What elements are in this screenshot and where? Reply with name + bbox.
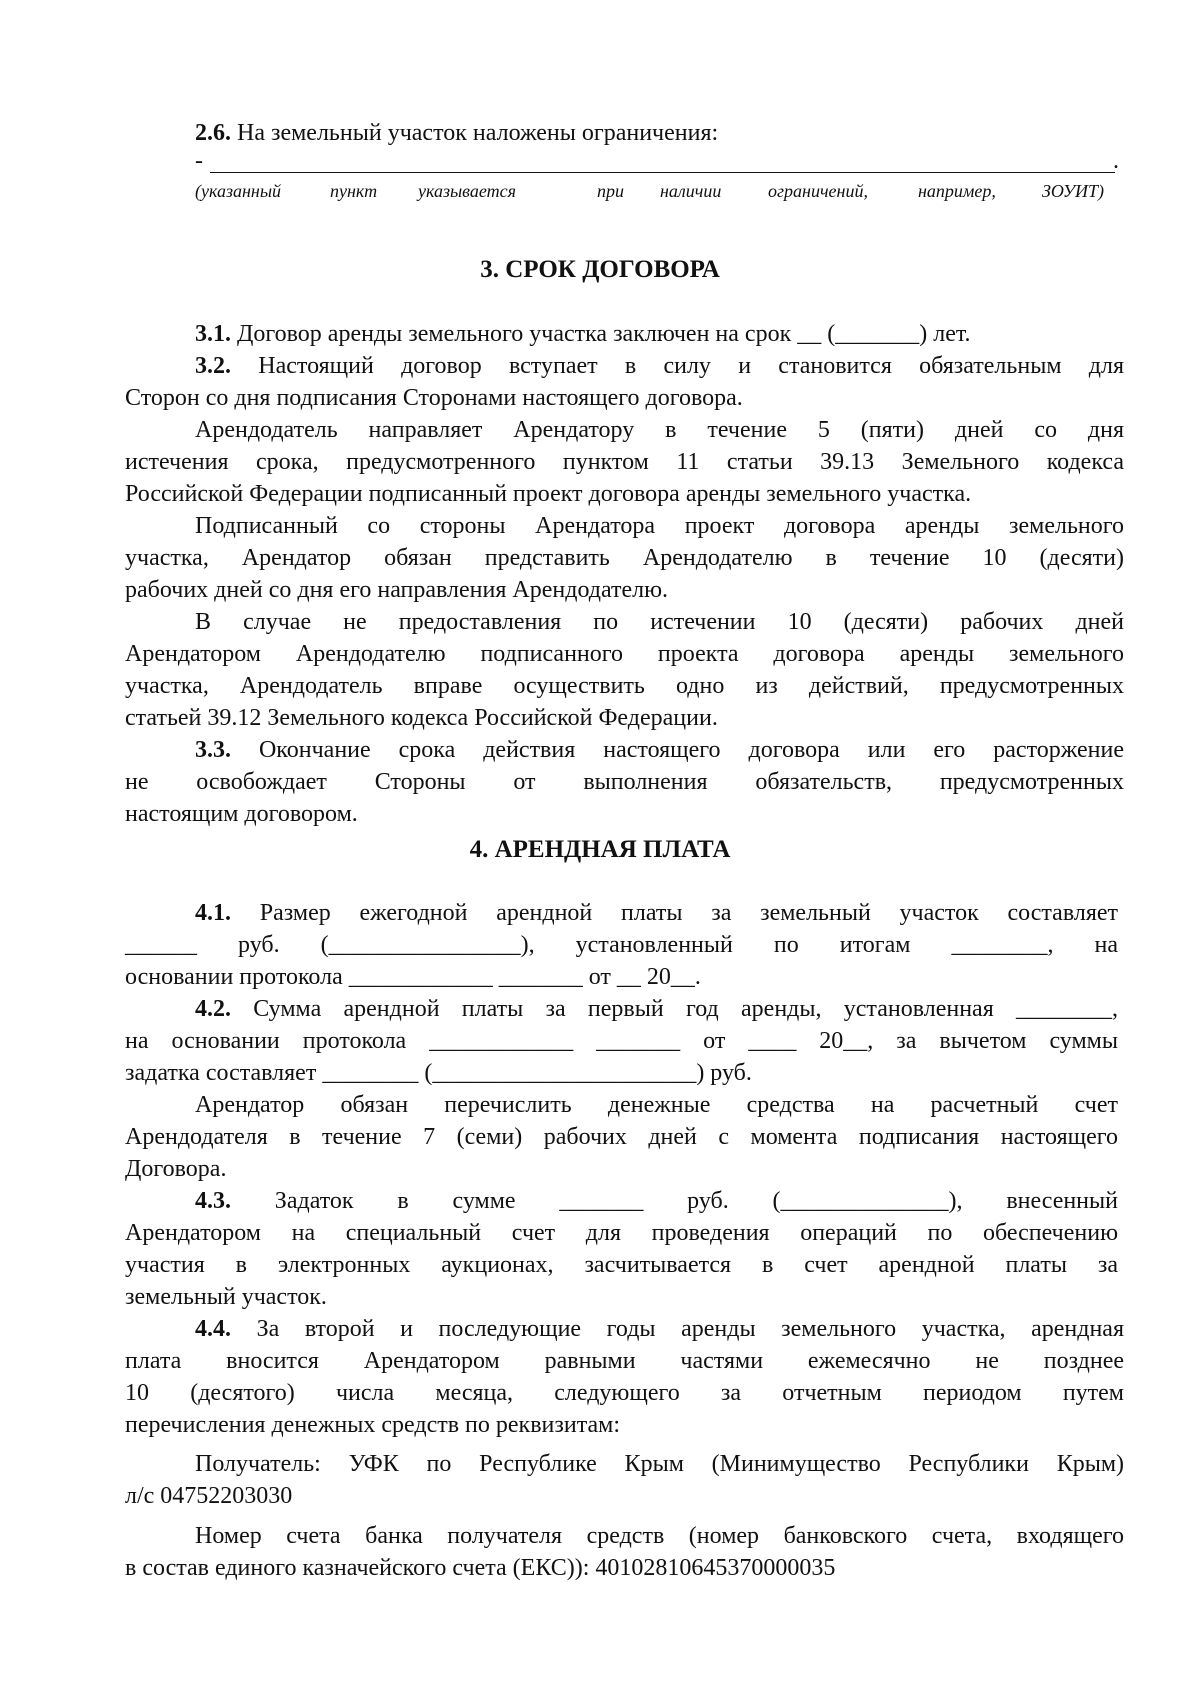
clause-4-3: [195, 1186, 1118, 1216]
clause-number: 4.3.: [195, 1188, 231, 1214]
clause-4-4: [195, 1314, 1124, 1344]
text-line: участия в электронных аукционах, засчитывается в счет арендной платы за: [125, 1252, 1118, 1278]
clause-text: Размер ежегодной арендной платы за земельный участок составляет: [231, 900, 1118, 926]
clause-number: 3.1.: [195, 321, 231, 347]
text-line: Сторон со дня подписания Сторонами настоящего договора.: [125, 385, 743, 411]
clause-number: 3.2.: [195, 353, 231, 379]
note-word: при: [597, 181, 624, 201]
text-line: статьей 39.12 Земельного кодекса Российской Федерации.: [125, 705, 718, 731]
text-line: 10 (десятого) числа месяца, следующего за отчетным периодом путем: [125, 1380, 1124, 1406]
clause-number: 2.6.: [195, 120, 231, 146]
clause-text: Задаток в сумме _______ руб. (______________), внесенный: [231, 1188, 1118, 1214]
note-word: пункт: [330, 181, 378, 201]
note-word: ЗОУИТ): [1042, 181, 1104, 201]
text-line: Российской Федерации подписанный проект договора аренды земельного участка.: [125, 481, 972, 507]
treasury-account-line: в состав единого казначейского счета (ЕКС)): 40102810645370000035: [125, 1555, 836, 1581]
text-line: задатка составляет ________ (______________________) руб.: [125, 1060, 752, 1086]
text-line: перечисления денежных средств по реквизитам:: [125, 1412, 620, 1438]
section-heading-3: 3. СРОК ДОГОВОРА: [480, 256, 720, 283]
clause-4-2: [195, 994, 1118, 1024]
recipient-line: Получатель: УФК по Республике Крым (Минимущество Республики Крым): [195, 1451, 1124, 1477]
text-line: участка, Арендатор обязан представить Арендодателю в течение 10 (десяти): [125, 545, 1124, 571]
clause-text: Настоящий договор вступает в силу и становится обязательным для: [231, 353, 1124, 379]
bank-account-line: Номер счета банка получателя средств (номер банковского счета, входящего: [195, 1523, 1124, 1549]
note-word: (указанный: [195, 181, 282, 201]
text-line: не освобождает Стороны от выполнения обязательств, предусмотренных: [125, 769, 1124, 795]
restriction-fill-line: [210, 172, 1115, 173]
text-line: Арендатор обязан перечислить денежные средства на расчетный счет: [195, 1092, 1118, 1118]
text-line: на основании протокола ____________ _______ от ____ 20__, за вычетом суммы: [125, 1028, 1118, 1054]
clause-2-6: [195, 118, 1200, 148]
text-line: Арендодателя в течение 7 (семи) рабочих дней с момента подписания настоящего: [125, 1124, 1118, 1150]
text-line: ______ руб. (________________), установленный по итогам ________, на: [125, 932, 1118, 958]
text-line: Подписанный со стороны Арендатора проект договора аренды земельного: [195, 513, 1124, 539]
text-line: земельный участок.: [125, 1284, 327, 1310]
text-line: настоящим договором.: [125, 801, 358, 827]
text-line: Договора.: [125, 1156, 227, 1182]
clause-text: Сумма арендной платы за первый год аренды, установленная ________,: [231, 996, 1118, 1022]
clause-number: 4.1.: [195, 900, 231, 926]
text-line: рабочих дней со дня его направления Арендодателю.: [125, 577, 669, 603]
note-word: указывается: [418, 181, 516, 201]
text-line: В случае не предоставления по истечении 10 (десяти) рабочих дней: [195, 609, 1124, 635]
section-heading-4: 4. АРЕНДНАЯ ПЛАТА: [469, 836, 731, 863]
text-line: истечения срока, предусмотренного пунктом 11 статьи 39.13 Земельного кодекса: [125, 449, 1124, 475]
clause-text: За второй и последующие годы аренды земельного участка, арендная: [231, 1316, 1124, 1342]
restriction-end-dot: .: [1113, 148, 1119, 174]
clause-text: На земельный участок наложены ограничения:: [231, 120, 719, 146]
text-line: основании протокола ____________ _______ от __ 20__.: [125, 964, 701, 990]
clause-number: 4.2.: [195, 996, 231, 1022]
account-line: л/с 04752203030: [125, 1483, 293, 1509]
text-line: плата вносится Арендатором равными частями ежемесячно не позднее: [125, 1348, 1124, 1374]
text-line: Арендодатель направляет Арендатору в течение 5 (пяти) дней со дня: [195, 417, 1124, 443]
clause-number: 4.4.: [195, 1316, 231, 1342]
clause-4-1: [195, 898, 1118, 928]
note-word: наличии: [660, 181, 722, 201]
text-line: Арендатором на специальный счет для проведения операций по обеспечению: [125, 1220, 1118, 1246]
clause-3-1: [195, 319, 1200, 349]
note-word: ограничений,: [768, 181, 868, 201]
clause-text: Договор аренды земельного участка заключен на срок __ (_______) лет.: [231, 321, 971, 347]
clause-text: Окончание срока действия настоящего договора или его расторжение: [231, 737, 1124, 763]
text-line: участка, Арендодатель вправе осуществить одно из действий, предусмотренных: [125, 673, 1124, 699]
clause-3-3: [195, 735, 1124, 765]
restriction-dash: -: [195, 148, 203, 174]
text-line: Арендатором Арендодателю подписанного проекта договора аренды земельного: [125, 641, 1124, 667]
clause-number: 3.3.: [195, 737, 231, 763]
note-word: например,: [918, 181, 996, 201]
clause-3-2: [195, 351, 1124, 381]
